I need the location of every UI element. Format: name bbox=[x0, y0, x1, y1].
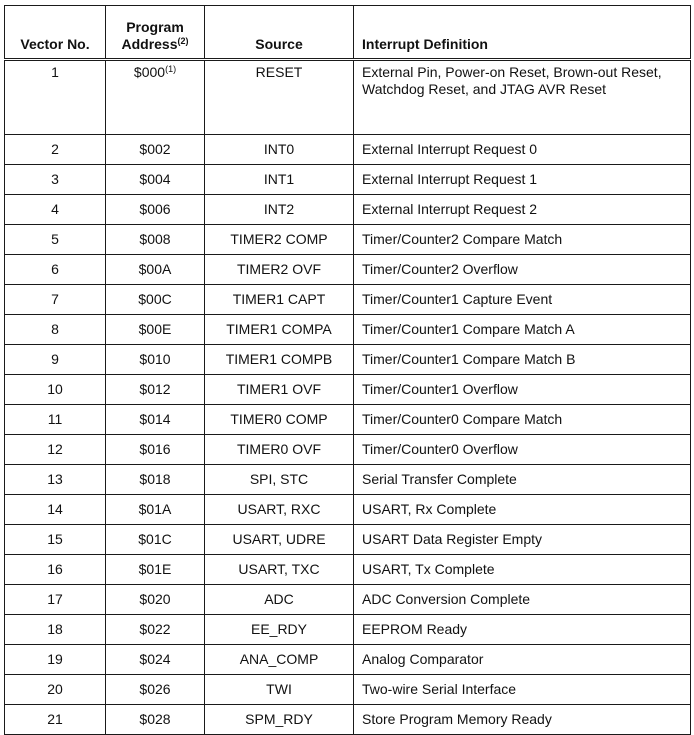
cell-vector-no-text: 21 bbox=[47, 711, 63, 727]
cell-interrupt-definition-text: EEPROM Ready bbox=[362, 621, 468, 637]
table-row bbox=[5, 435, 691, 465]
cell-vector-no-text: 17 bbox=[47, 591, 63, 607]
address-footnote: (1) bbox=[165, 64, 177, 74]
cell-program-address-text: $01E bbox=[138, 561, 172, 577]
cell-interrupt-definition bbox=[354, 60, 691, 135]
cell-interrupt-definition bbox=[354, 435, 691, 465]
cell-interrupt-definition bbox=[354, 555, 691, 585]
cell-source bbox=[205, 645, 354, 675]
cell-program-address-text: $024 bbox=[139, 651, 171, 667]
cell-program-address-text: $00C bbox=[138, 291, 172, 307]
cell-program-address bbox=[106, 225, 205, 255]
cell-interrupt-definition-text: External Interrupt Request 0 bbox=[362, 141, 538, 157]
cell-interrupt-definition bbox=[354, 645, 691, 675]
table-header-row bbox=[5, 6, 691, 60]
cell-interrupt-definition-text: Serial Transfer Complete bbox=[362, 471, 517, 487]
cell-interrupt-definition bbox=[354, 135, 691, 165]
cell-program-address-text: $00E bbox=[138, 321, 172, 337]
cell-program-address bbox=[106, 615, 205, 645]
cell-vector-no-text: 12 bbox=[47, 441, 63, 457]
cell-program-address bbox=[106, 315, 205, 345]
cell-source bbox=[205, 225, 354, 255]
cell-interrupt-definition bbox=[354, 345, 691, 375]
cell-vector-no bbox=[5, 195, 106, 225]
cell-source bbox=[205, 195, 354, 225]
cell-source bbox=[205, 615, 354, 645]
header-interrupt-definition: Interrupt Definition bbox=[354, 6, 691, 60]
table-row bbox=[5, 315, 691, 345]
cell-source-text: TIMER1 CAPT bbox=[232, 291, 326, 307]
cell-interrupt-definition bbox=[354, 525, 691, 555]
cell-source-text: RESET bbox=[255, 64, 303, 80]
cell-vector-no-text: 13 bbox=[47, 471, 63, 487]
cell-program-address bbox=[106, 555, 205, 585]
cell-source bbox=[205, 165, 354, 195]
table-body bbox=[5, 60, 691, 735]
cell-source-text: TIMER0 COMP bbox=[230, 411, 328, 427]
cell-source bbox=[205, 555, 354, 585]
cell-vector-no bbox=[5, 675, 106, 705]
cell-source-text: TIMER2 OVF bbox=[236, 261, 321, 277]
cell-interrupt-definition-text: USART, Rx Complete bbox=[362, 501, 497, 517]
cell-program-address-text: $026 bbox=[139, 681, 171, 697]
cell-vector-no-text: 18 bbox=[47, 621, 63, 637]
cell-source-text: ADC bbox=[264, 591, 294, 607]
cell-vector-no bbox=[5, 585, 106, 615]
cell-interrupt-definition bbox=[354, 585, 691, 615]
table-row bbox=[5, 645, 691, 675]
cell-source bbox=[205, 705, 354, 735]
header-source: Source bbox=[205, 6, 354, 60]
cell-program-address-text: $01A bbox=[138, 501, 172, 517]
cell-program-address bbox=[106, 495, 205, 525]
cell-vector-no-text: 2 bbox=[51, 141, 59, 157]
table-row bbox=[5, 525, 691, 555]
cell-program-address bbox=[106, 675, 205, 705]
cell-interrupt-definition-text: ADC Conversion Complete bbox=[362, 591, 531, 607]
cell-program-address-text: $006 bbox=[139, 201, 171, 217]
table-row bbox=[5, 255, 691, 285]
cell-program-address-text: $004 bbox=[139, 171, 171, 187]
table-row bbox=[5, 705, 691, 735]
cell-source-text: ANA_COMP bbox=[239, 651, 319, 667]
cell-source-text: TIMER1 COMPB bbox=[225, 351, 333, 367]
table-row bbox=[5, 495, 691, 525]
cell-program-address bbox=[106, 165, 205, 195]
table-row bbox=[5, 675, 691, 705]
cell-source bbox=[205, 135, 354, 165]
cell-source bbox=[205, 525, 354, 555]
cell-program-address bbox=[106, 435, 205, 465]
cell-vector-no-text: 8 bbox=[51, 321, 59, 337]
table-row bbox=[5, 615, 691, 645]
cell-interrupt-definition-text: USART Data Register Empty bbox=[362, 531, 542, 547]
cell-program-address bbox=[106, 405, 205, 435]
cell-vector-no-text: 15 bbox=[47, 531, 63, 547]
cell-vector-no bbox=[5, 405, 106, 435]
cell-vector-no bbox=[5, 495, 106, 525]
cell-interrupt-definition-text: Analog Comparator bbox=[362, 651, 484, 667]
cell-source-text: TIMER1 COMPA bbox=[226, 321, 332, 337]
cell-vector-no-text: 5 bbox=[51, 231, 59, 247]
cell-source-text: SPM_RDY bbox=[245, 711, 313, 727]
cell-program-address-text: $00A bbox=[138, 261, 172, 277]
cell-vector-no bbox=[5, 285, 106, 315]
cell-vector-no bbox=[5, 60, 106, 135]
header-vector-no: Vector No. bbox=[5, 6, 106, 60]
cell-program-address bbox=[106, 705, 205, 735]
cell-source bbox=[205, 255, 354, 285]
cell-vector-no-text: 14 bbox=[47, 501, 63, 517]
cell-interrupt-definition bbox=[354, 315, 691, 345]
cell-vector-no-text: 20 bbox=[47, 681, 63, 697]
cell-interrupt-definition-text: Timer/Counter1 Overflow bbox=[362, 381, 518, 397]
cell-vector-no bbox=[5, 525, 106, 555]
cell-source-text: USART, RXC bbox=[237, 501, 321, 517]
cell-source bbox=[205, 585, 354, 615]
cell-source bbox=[205, 405, 354, 435]
cell-program-address-text: $018 bbox=[139, 471, 171, 487]
cell-program-address-text: $002 bbox=[139, 141, 171, 157]
cell-interrupt-definition-text: External Pin, Power-on Reset, Brown-out Reset, Watchdog Reset, and JTAG AVR Reset bbox=[362, 64, 662, 97]
table-row bbox=[5, 405, 691, 435]
cell-source-text: TIMER1 OVF bbox=[236, 381, 321, 397]
cell-program-address-text: $022 bbox=[139, 621, 171, 637]
cell-source bbox=[205, 315, 354, 345]
cell-vector-no bbox=[5, 315, 106, 345]
cell-vector-no bbox=[5, 465, 106, 495]
cell-vector-no-text: 6 bbox=[51, 261, 59, 277]
header-address-line2: Address bbox=[121, 36, 178, 52]
table-row bbox=[5, 345, 691, 375]
cell-source bbox=[205, 675, 354, 705]
cell-source-text: EE_RDY bbox=[250, 621, 308, 637]
cell-source-text: TWI bbox=[266, 681, 292, 697]
cell-vector-no bbox=[5, 135, 106, 165]
cell-vector-no-text: 3 bbox=[51, 171, 59, 187]
cell-vector-no-text: 9 bbox=[51, 351, 59, 367]
cell-vector-no-text: 11 bbox=[47, 411, 63, 427]
cell-vector-no bbox=[5, 645, 106, 675]
cell-program-address bbox=[106, 60, 205, 135]
cell-source bbox=[205, 495, 354, 525]
cell-interrupt-definition-text: Timer/Counter1 Compare Match A bbox=[362, 321, 575, 337]
cell-interrupt-definition bbox=[354, 615, 691, 645]
cell-interrupt-definition-text: External Interrupt Request 2 bbox=[362, 201, 538, 217]
cell-vector-no-text: 10 bbox=[47, 381, 63, 397]
cell-vector-no bbox=[5, 705, 106, 735]
cell-source bbox=[205, 345, 354, 375]
cell-program-address-text: $000 bbox=[133, 64, 166, 80]
cell-interrupt-definition bbox=[354, 375, 691, 405]
cell-interrupt-definition bbox=[354, 495, 691, 525]
cell-vector-no-text: 4 bbox=[51, 201, 59, 217]
cell-interrupt-definition-text: Timer/Counter2 Overflow bbox=[362, 261, 518, 277]
cell-interrupt-definition-text: Timer/Counter1 Compare Match B bbox=[362, 351, 576, 367]
table-row bbox=[5, 165, 691, 195]
cell-source-text: TIMER2 COMP bbox=[230, 231, 328, 247]
cell-vector-no bbox=[5, 255, 106, 285]
table-row bbox=[5, 225, 691, 255]
cell-interrupt-definition-text: USART, Tx Complete bbox=[362, 561, 495, 577]
table-row bbox=[5, 465, 691, 495]
cell-program-address-text: $012 bbox=[139, 381, 171, 397]
cell-program-address bbox=[106, 285, 205, 315]
cell-interrupt-definition-text: Store Program Memory Ready bbox=[362, 711, 552, 727]
header-address-line1: Program bbox=[126, 19, 184, 35]
cell-program-address bbox=[106, 585, 205, 615]
table-row bbox=[5, 60, 691, 135]
cell-program-address bbox=[106, 465, 205, 495]
cell-source-text: TIMER0 OVF bbox=[236, 441, 321, 457]
cell-interrupt-definition-text: Timer/Counter1 Capture Event bbox=[362, 291, 553, 307]
cell-interrupt-definition bbox=[354, 255, 691, 285]
cell-interrupt-definition bbox=[354, 285, 691, 315]
cell-interrupt-definition-text: External Interrupt Request 1 bbox=[362, 171, 538, 187]
cell-source-text: INT1 bbox=[263, 171, 295, 187]
cell-vector-no bbox=[5, 615, 106, 645]
cell-program-address-text: $010 bbox=[139, 351, 171, 367]
header-program-address bbox=[106, 6, 205, 60]
cell-source bbox=[205, 465, 354, 495]
cell-vector-no bbox=[5, 345, 106, 375]
cell-source bbox=[205, 285, 354, 315]
cell-program-address-text: $008 bbox=[139, 231, 171, 247]
cell-vector-no-text: 19 bbox=[47, 651, 63, 667]
cell-interrupt-definition-text: Timer/Counter0 Overflow bbox=[362, 441, 518, 457]
table-row bbox=[5, 285, 691, 315]
cell-program-address-text: $020 bbox=[139, 591, 171, 607]
table-row bbox=[5, 375, 691, 405]
cell-vector-no-text: 16 bbox=[47, 561, 63, 577]
cell-vector-no bbox=[5, 555, 106, 585]
cell-source bbox=[205, 435, 354, 465]
table-row bbox=[5, 585, 691, 615]
interrupt-vector-table bbox=[4, 5, 691, 735]
cell-vector-no-text: 1 bbox=[51, 64, 59, 80]
cell-interrupt-definition-text: Two-wire Serial Interface bbox=[362, 681, 517, 697]
cell-interrupt-definition-text: Timer/Counter0 Compare Match bbox=[362, 411, 563, 427]
table-row bbox=[5, 195, 691, 225]
cell-interrupt-definition bbox=[354, 195, 691, 225]
cell-interrupt-definition bbox=[354, 225, 691, 255]
cell-vector-no bbox=[5, 375, 106, 405]
cell-source-text: USART, TXC bbox=[238, 561, 320, 577]
cell-interrupt-definition-text: Timer/Counter2 Compare Match bbox=[362, 231, 563, 247]
cell-vector-no bbox=[5, 165, 106, 195]
cell-program-address-text: $016 bbox=[139, 441, 171, 457]
cell-program-address-text: $014 bbox=[139, 411, 171, 427]
cell-interrupt-definition bbox=[354, 675, 691, 705]
table-row bbox=[5, 135, 691, 165]
cell-program-address bbox=[106, 195, 205, 225]
cell-source bbox=[205, 375, 354, 405]
cell-program-address-text: $028 bbox=[139, 711, 171, 727]
cell-program-address bbox=[106, 255, 205, 285]
cell-program-address bbox=[106, 345, 205, 375]
cell-source bbox=[205, 60, 354, 135]
cell-program-address bbox=[106, 135, 205, 165]
cell-vector-no bbox=[5, 435, 106, 465]
cell-source-text: INT0 bbox=[263, 141, 295, 157]
cell-vector-no bbox=[5, 225, 106, 255]
cell-source-text: INT2 bbox=[263, 201, 295, 217]
cell-interrupt-definition bbox=[354, 405, 691, 435]
cell-source-text: SPI, STC bbox=[249, 471, 309, 487]
cell-program-address bbox=[106, 375, 205, 405]
cell-program-address-text: $01C bbox=[138, 531, 172, 547]
cell-vector-no-text: 7 bbox=[51, 291, 59, 307]
table-row bbox=[5, 555, 691, 585]
header-address-footnote: (2) bbox=[177, 36, 189, 46]
cell-source-text: USART, UDRE bbox=[232, 531, 326, 547]
cell-interrupt-definition bbox=[354, 465, 691, 495]
cell-program-address bbox=[106, 645, 205, 675]
cell-program-address bbox=[106, 525, 205, 555]
cell-interrupt-definition bbox=[354, 705, 691, 735]
cell-interrupt-definition bbox=[354, 165, 691, 195]
